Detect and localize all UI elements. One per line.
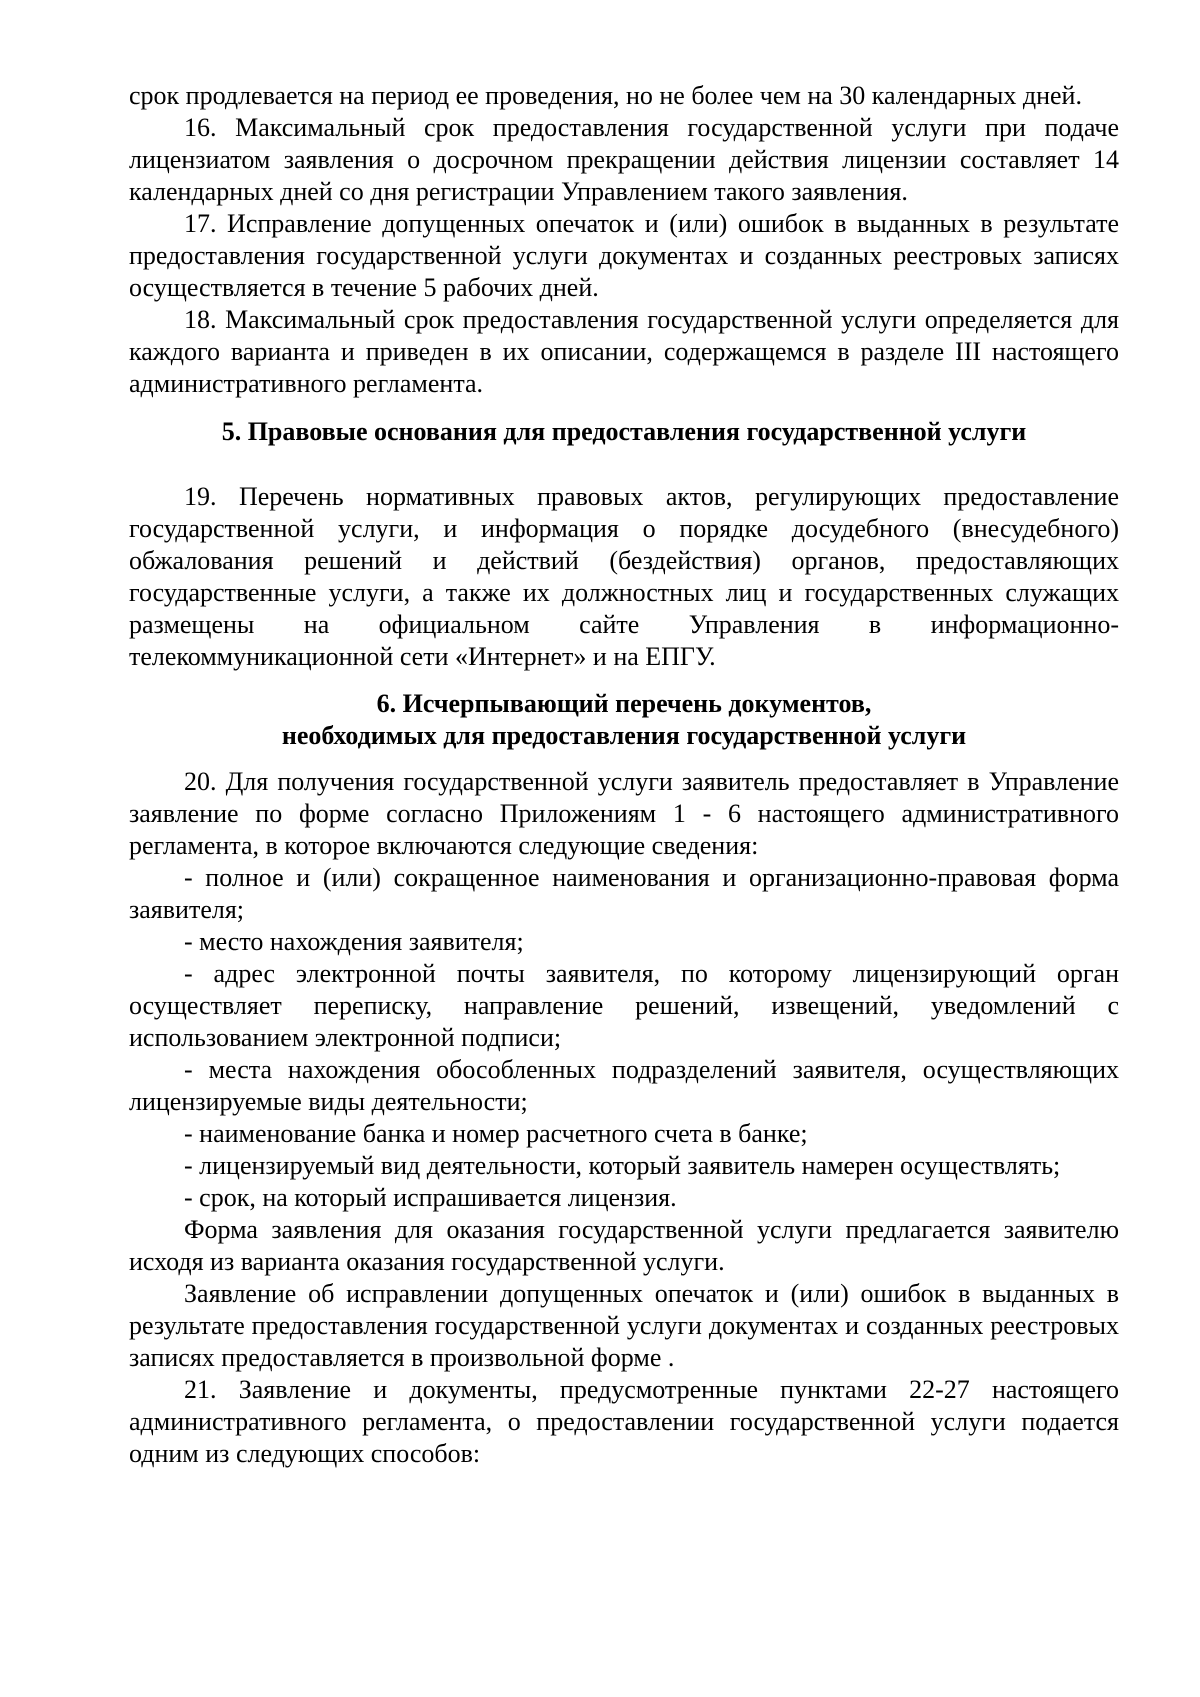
list-item-location: - место нахождения заявителя;	[184, 927, 524, 956]
list-item-term: - срок, на который испрашивается лицензия.	[184, 1183, 677, 1212]
section-6-heading	[129, 688, 1119, 752]
paragraph-16: 16. Максимальный срок предоставления государственной услуги при подаче лицензиатом заявления о досрочном прекращении действия лицензии составляет 14 календарных дней со дня регистрации Управлением такого заявления.	[129, 113, 1119, 206]
section-6-heading-line-1: 6. Исчерпывающий перечень документов,	[376, 689, 872, 718]
list-item-subdivisions: - места нахождения обособленных подразделений заявителя, осуществляющих лицензируемые виды деятельности;	[129, 1055, 1119, 1116]
paragraph-18: 18. Максимальный срок предоставления государственной услуги определяется для каждого варианта и приведен в их описании, содержащемся в разделе III настоящего административного регламента.	[129, 305, 1119, 398]
section-6-heading-line-2: необходимых для предоставления государственной услуги	[281, 721, 967, 750]
paragraph-form-offer: Форма заявления для оказания государственной услуги предлагается заявителю исходя из варианта оказания государственной услуги.	[129, 1215, 1119, 1276]
paragraph-correction-form: Заявление об исправлении допущенных опечаток и (или) ошибок в выданных в результате предоставления государственной услуги документах и созданных реестровых записях предоставляется в произвольной форме .	[129, 1279, 1119, 1372]
paragraph-20: 20. Для получения государственной услуги заявитель предоставляет в Управление заявление по форме согласно Приложениям 1 - 6 настоящего административного регламента, в которое включаются следующие сведения:	[129, 767, 1119, 860]
list-item-activity: - лицензируемый вид деятельности, который заявитель намерен осуществлять;	[184, 1151, 1061, 1180]
list-item-bank: - наименование банка и номер расчетного счета в банке;	[184, 1119, 808, 1148]
section-5-heading: 5. Правовые основания для предоставления государственной услуги	[221, 417, 1027, 446]
paragraph-19: 19. Перечень нормативных правовых актов, регулирующих предоставление государственной услуги, и информация о порядке досудебного (внесудебного) обжалования решений и действий (бездействия) органов, предоставляющих государственные услуги, а также их должностных лиц и государственных служащих размещены на официальном сайте Управления в информационно-телекоммуникационной сети «Интернет» и на ЕПГУ.	[129, 482, 1119, 671]
list-item-email: - адрес электронной почты заявителя, по которому лицензирующий орган осуществляет переписку, направление решений, извещений, уведомлений с использованием электронной подписи;	[129, 959, 1119, 1052]
paragraph-15-continuation: срок продлевается на период ее проведения, но не более чем на 30 календарных дней.	[129, 81, 1082, 110]
paragraph-17: 17. Исправление допущенных опечаток и (или) ошибок в выданных в результате предоставления государственной услуги документах и созданных реестровых записях осуществляется в течение 5 рабочих дней.	[129, 209, 1119, 302]
list-item-name-form: - полное и (или) сокращенное наименования и организационно-правовая форма заявителя;	[129, 863, 1119, 924]
paragraph-21: 21. Заявление и документы, предусмотренные пунктами 22-27 настоящего административного регламента, о предоставлении государственной услуги подается одним из следующих способов:	[129, 1375, 1119, 1468]
document-page	[129, 80, 1119, 1470]
